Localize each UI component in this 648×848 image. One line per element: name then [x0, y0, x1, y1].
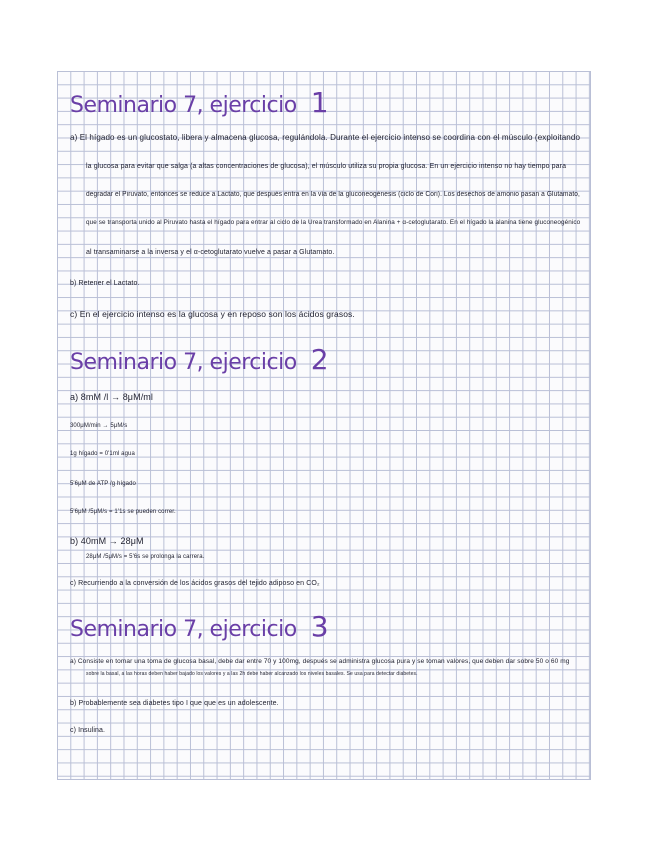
section-2-line-5: 5'6μM /5μM/s = 1'1s se pueden correr.: [70, 509, 176, 515]
section-2-line-4: 5'6μM de ATP /g hígado: [70, 481, 136, 487]
section-1-number: 1: [310, 86, 329, 119]
section-3-title: Seminario 7, ejercicio: [70, 617, 297, 642]
section-1-line-5: al transaminarse a la inversa y el α-cetoglutarato vuelve a pasar a Glutamato.: [86, 249, 335, 256]
section-3-line-2: sobre la basal, a las horas deben haber bajado los valores y a las 2h debe haber alcanzado los niveles basales. Se usa para detectar diabetes.: [86, 671, 418, 677]
section-1-line-4: que se transporta unido al Piruvato hasta el hígado para entrar al ciclo de la Urea transformado en Alanina + α-cetoglutarato. En el hígado la alanina tiene gluconeogénico: [86, 219, 581, 226]
section-2-line-2: 300μM/min → 5μM/s: [70, 423, 128, 429]
section-1-line-7: c) En el ejercicio intenso es la glucosa y en reposo son los ácidos grasos.: [70, 309, 355, 319]
section-2-number: 2: [310, 343, 329, 376]
section-1-line-2: la glucosa para evitar que salga (a altas concentraciones de glucosa), el músculo utiliza su propia glucosa. En un ejercicio intenso no hay tiempo para: [86, 163, 567, 170]
section-3-line-3: b) Probablemente sea diabetes tipo I que que es un adolescente.: [70, 700, 279, 707]
section-1-line-1: a) El hígado es un glucostato, libera y almacena glucosa, regulándola. Durante el ejercicio intenso se coordina con el músculo (exploitando: [70, 132, 581, 142]
section-1-title: Seminario 7, ejercicio: [70, 93, 297, 118]
section-2-line-3: 1g hígado = 0'1ml agua: [70, 451, 135, 457]
section-1-line-3: degradar el Piruvato, entonces se reduce a Lactato, que después entra en la vía de la gluconeogénesis (ciclo de Cori). Los desechos de amonio pasan a Glutamato,: [86, 191, 580, 198]
section-2-line-6: b) 40mM → 28μM: [70, 536, 144, 546]
section-3-heading: [70, 610, 328, 643]
section-2-line-7: 28μM /5μM/s = 5'6s se prolonga la carrera.: [86, 554, 205, 560]
section-2-line-1: a) 8mM /l → 8μM/ml: [70, 392, 153, 402]
section-3-line-1: a) Consiste en tomar una toma de glucosa basal, debe dar entre 70 y 100mg, después se administra glucosa pura y se toman valores, que deben dar sobre 50 o 60 mg: [70, 658, 570, 665]
section-1-line-6: b) Retener el Lactato.: [70, 280, 140, 287]
section-2-line-8: c) Recurriendo a la conversión de los ácidos grasos del tejido adiposo en CO₂: [70, 580, 320, 587]
section-2-heading: [70, 343, 328, 376]
section-2-title: Seminario 7, ejercicio: [70, 350, 297, 375]
section-3-number: 3: [310, 610, 329, 643]
section-1-heading: [70, 86, 328, 119]
section-3-line-4: c) Insulina.: [70, 727, 106, 734]
